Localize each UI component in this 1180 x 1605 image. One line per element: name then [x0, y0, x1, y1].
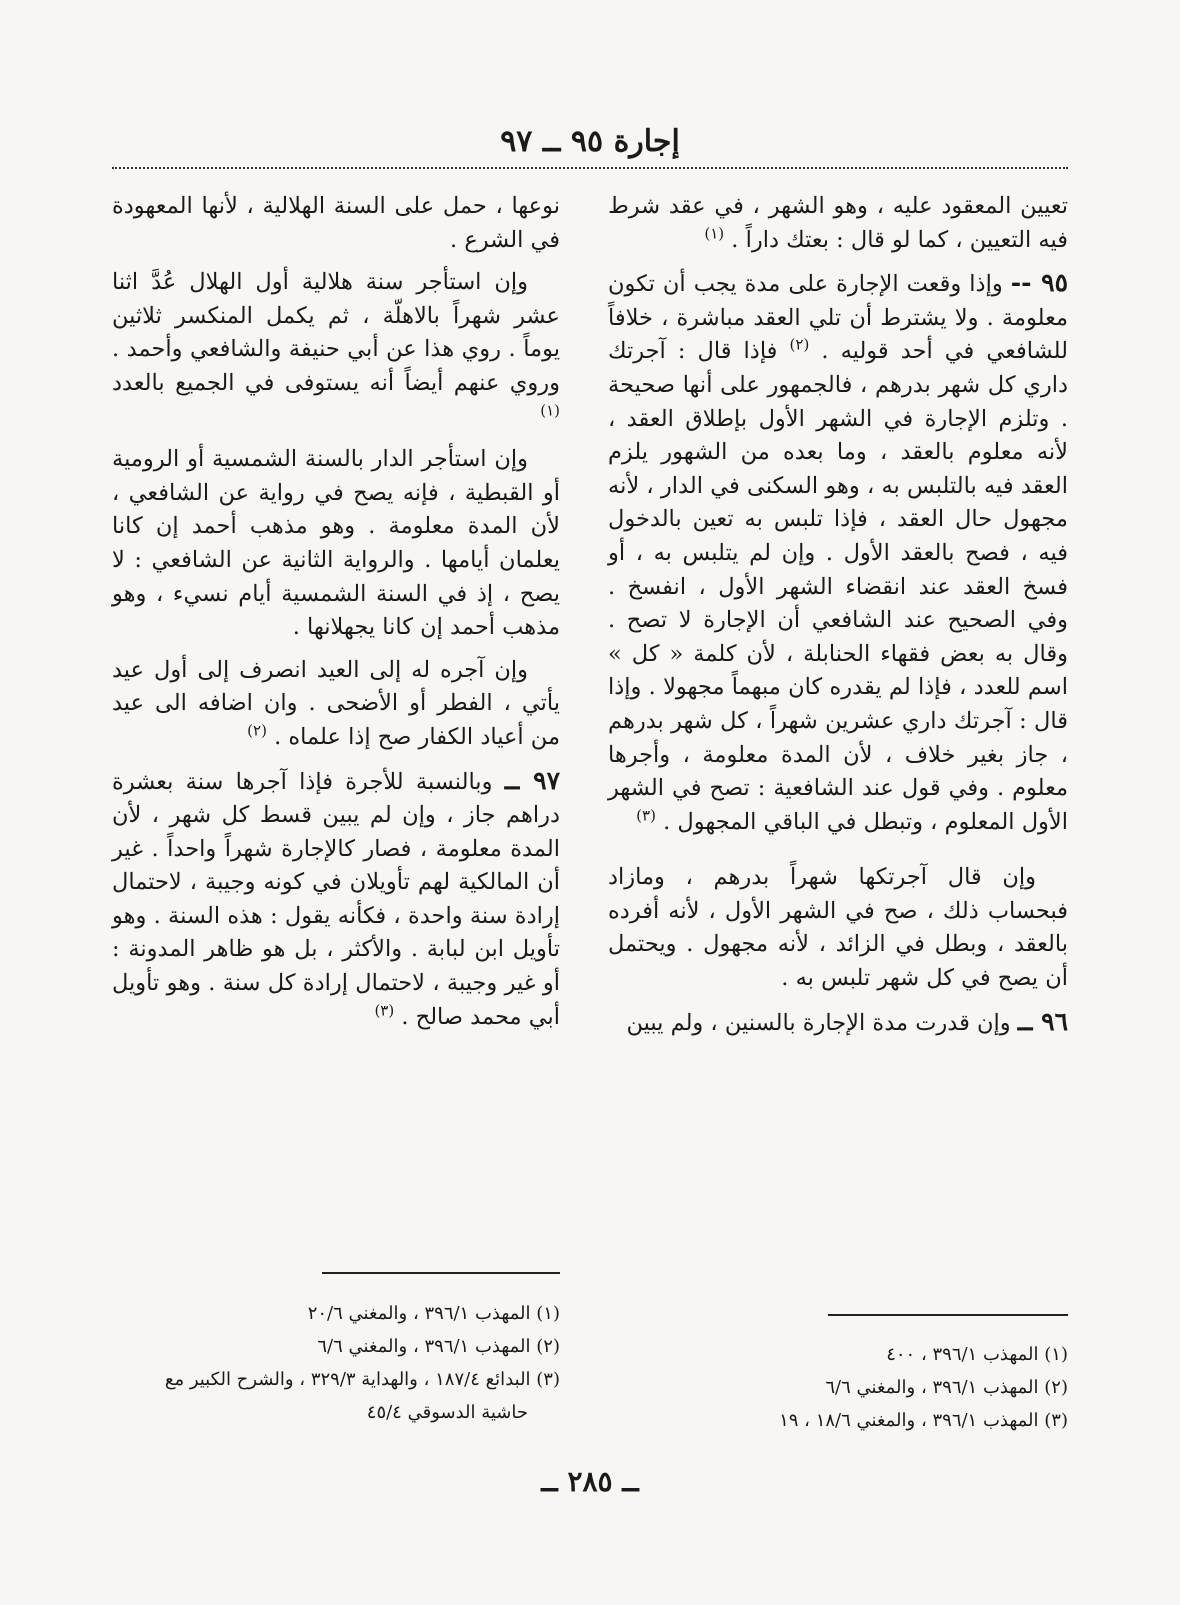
- footnote: (١) المهذب ٣٩٦/١ ، والمغني ٢٠/٦: [307, 1303, 560, 1324]
- paragraph-text: وإن استأجر سنة هلالية أول الهلال عُدَّ اثنا عشر شهراً بالاهلّة ، ثم يكمل المنكسر ثلاثين يوماً . روي هذا عن أبي حنيفة والشافعي وأحمد . وروي عنهم أيضاً أنه يستوفى في الجميع بالعدد: [112, 269, 560, 396]
- left-column: [112, 190, 560, 1043]
- paragraph-text: وإن استأجر الدار بالسنة الشمسية أو الرومية أو القبطية ، فإنه يصح في رواية عن الشافعي ، لأن المدة معلومة . وهو مذهب أحمد إن كانا يعلمان أيامها . والرواية الثانية عن الشافعي : لا يصح ، إذ في السنة الشمسية أيام نسيء ، وهو مذهب أحمد إن كانا يجهلانها .: [112, 446, 560, 641]
- page-number: ــ ٢٨٥ ــ: [541, 1465, 639, 1498]
- footnote: (٣) البدائع ١٨٧/٤ ، والهداية ٣٢٩/٣ ، والشرح الكبير مع: [164, 1369, 560, 1390]
- paragraph: [112, 443, 560, 645]
- footnote-divider: [828, 1314, 1068, 1316]
- footnote: (١) المهذب ٣٩٦/١ ، ٤٠٠: [886, 1344, 1068, 1365]
- paragraph-text: وبالنسبة للأجرة فإذا آجرها سنة بعشرة دراهم جاز ، وإن لم يبين قسط كل شهر ، لأن المدة معلومة ، فصار كالإجارة شهراً واحداً . غير أن المالكية لهم تأويلان في كونه وجيبة ، لاحتمال إرادة سنة واحدة ، فكأنه يقول : هذه السنة . وهو تأويل ابن لبابة . والأكثر ، بل هو ظاهر المدونة : أو غير وجيبة ، لاحتمال إرادة كل سنة . وهو تأويل أبي محمد صالح .: [112, 768, 560, 1030]
- paragraph: [112, 654, 560, 755]
- section-number: ٩٥ --: [1010, 268, 1068, 298]
- footnote: حاشية الدسوقي ٤٥/٤: [366, 1402, 528, 1423]
- footnote: (٣) المهذب ٣٩٦/١ ، والمغني ١٨/٦ ، ١٩: [779, 1410, 1068, 1431]
- section-96: [608, 1005, 1068, 1041]
- footnotes-left: [112, 1297, 560, 1429]
- header-divider: [112, 167, 1068, 169]
- paragraph: [112, 190, 560, 257]
- paragraph: [608, 861, 1068, 995]
- paragraph-text: وإن قدرت مدة الإجارة بالسنين ، ولم يبين: [626, 1009, 1011, 1036]
- footnotes-right: [608, 1338, 1068, 1437]
- footnote: (٢) المهذب ٣٩٦/١ ، والمغني ٦/٦: [317, 1336, 560, 1357]
- footnote: (٢) المهذب ٣٩٦/١ ، والمغني ٦/٦: [825, 1377, 1068, 1398]
- section-number: ٩٦ ــ: [1017, 1006, 1068, 1036]
- footnote-ref: (٣): [636, 806, 656, 825]
- paragraph-text: فإذا قال : آجرتك داري كل شهر بدرهم ، فالجمهور على أنها صحيحة . وتلزم الإجارة في الشهر الأول بإطلاق العقد ، لأنه معلوم بالعقد ، وما بعده من الشهور يلزم العقد فيه بالتلبس به ، وهو السكنى في الدار ، لأنه مجهول حال العقد ، فإذا تلبس به تعين بالدخول فيه ، فصح بالعقد الأول . وإن لم يتلبس به ، أو فسخ العقد عند انقضاء الشهر الأول ، انفسخ . وفي الصحيح عند الشافعي أن الإجارة لا تصح . وقال به بعض فقهاء الحنابلة ، لأن كلمة « كل » اسم للعدد ، فإذا لم يقدره كان مبهماً مجهولا . وإذا قال : آجرتك داري عشرين شهراً ، كل شهر بدرهم ، جاز بغير خلاف ، لأن المدة معلومة ، وأجرها معلوم . وفي قول عند الشافعية : تصح في الشهر الأول المعلوم ، وتبطل في الباقي المجهول .: [608, 338, 1068, 835]
- section-number: ٩٧ ــ: [504, 765, 560, 795]
- footnote-ref: (٣): [374, 1001, 395, 1020]
- paragraph-text: وإن قال آجرتكها شهراً بدرهم ، ومازاد فبحساب ذلك ، صح في الشهر الأول ، لأنه أفرده بالعقد ، وبطل في الزائد ، لأنه مجهول . ويحتمل أن يصح في كل شهر تلبس به .: [608, 864, 1068, 992]
- footnote-ref: (١): [540, 401, 560, 420]
- paragraph: [608, 190, 1068, 257]
- paragraph-text: تعيين المعقود عليه ، وهو الشهر ، في عقد شرط فيه التعيين ، كما لو قال : بعتك داراً .: [608, 193, 1068, 253]
- paragraph: [112, 266, 560, 434]
- page-title: إجارة ٩٥ ــ ٩٧: [500, 124, 680, 159]
- section-97: [112, 764, 560, 1035]
- paragraph-text: وإذا وقعت الإجارة على مدة يجب أن تكون معلومة . ولا يشترط أن تلي العقد مباشرة ، خلافاً للشافعي في أحد قوليه .: [608, 271, 1068, 365]
- paragraph-text: وإن آجره له إلى العيد انصرف إلى أول عيد يأتي ، الفطر أو الأضحى . وان اضافه الى عيد من أعياد الكفار صح إذا علماه .: [112, 656, 560, 750]
- section-95: [608, 266, 1068, 839]
- footnote-divider: [322, 1272, 560, 1274]
- footnote-ref: (٢): [247, 721, 267, 740]
- footnote-ref: (٢): [789, 335, 810, 354]
- right-column: [608, 190, 1068, 1049]
- paragraph-text: نوعها ، حمل على السنة الهلالية ، لأنها المعهودة في الشرع .: [112, 193, 560, 253]
- footnote-ref: (١): [704, 224, 725, 243]
